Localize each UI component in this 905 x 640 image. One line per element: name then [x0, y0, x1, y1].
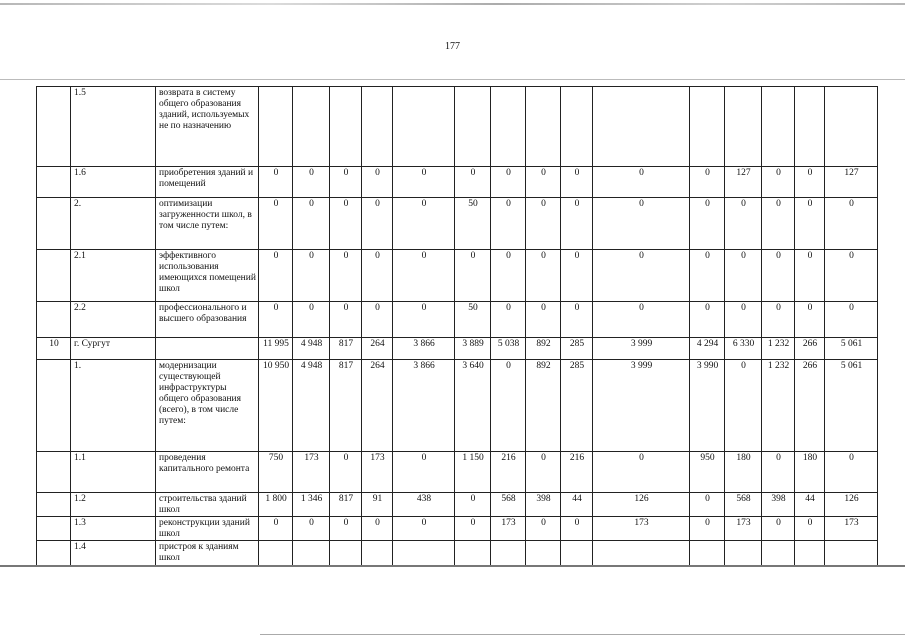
value-cell: 0: [795, 250, 825, 302]
value-cell: 892: [526, 360, 561, 452]
row-number-cell: [37, 541, 71, 567]
value-cell: 0: [825, 198, 878, 250]
description-cell: проведения капитального ремонта: [156, 452, 259, 493]
value-cell: 438: [393, 493, 455, 517]
row-number-cell: [37, 517, 71, 541]
value-cell: 0: [825, 302, 878, 338]
item-index-cell: 1.6: [71, 167, 156, 198]
value-cell: [259, 87, 293, 167]
value-cell: 0: [561, 250, 593, 302]
table-row: [37, 302, 878, 338]
value-cell: 0: [762, 250, 795, 302]
description-cell: эффективного использования имеющихся помещений школ: [156, 250, 259, 302]
value-cell: 0: [330, 302, 362, 338]
item-index-cell: 2.2: [71, 302, 156, 338]
row-number-cell: [37, 360, 71, 452]
description-cell: возврата в систему общего образования зданий, используемых не по назначению: [156, 87, 259, 167]
value-cell: 0: [526, 517, 561, 541]
value-cell: 1 346: [293, 493, 330, 517]
value-cell: 950: [690, 452, 725, 493]
value-cell: 0: [762, 167, 795, 198]
value-cell: 1 150: [455, 452, 491, 493]
value-cell: [362, 87, 393, 167]
description-cell: реконструкции зданий школ: [156, 517, 259, 541]
value-cell: 0: [725, 360, 762, 452]
value-cell: 5 038: [491, 338, 526, 360]
value-cell: 5 061: [825, 360, 878, 452]
value-cell: 0: [762, 302, 795, 338]
value-cell: 0: [393, 517, 455, 541]
value-cell: 0: [690, 198, 725, 250]
value-cell: [795, 87, 825, 167]
value-cell: 0: [362, 167, 393, 198]
value-cell: 0: [293, 198, 330, 250]
value-cell: 0: [362, 302, 393, 338]
value-cell: 0: [393, 198, 455, 250]
data-table: [36, 86, 878, 567]
description-cell: приобретения зданий и помещений: [156, 167, 259, 198]
value-cell: [393, 541, 455, 567]
value-cell: 0: [491, 360, 526, 452]
item-index-cell: 1.1: [71, 452, 156, 493]
value-cell: 0: [362, 517, 393, 541]
value-cell: 0: [455, 493, 491, 517]
description-cell: профессионального и высшего образования: [156, 302, 259, 338]
description-cell: [156, 338, 259, 360]
value-cell: 50: [455, 302, 491, 338]
value-cell: [725, 87, 762, 167]
value-cell: [526, 87, 561, 167]
value-cell: [593, 541, 690, 567]
table-row: [37, 338, 878, 360]
value-cell: [593, 87, 690, 167]
value-cell: 0: [330, 198, 362, 250]
value-cell: 1 232: [762, 338, 795, 360]
value-cell: [725, 541, 762, 567]
item-index-cell: 2.: [71, 198, 156, 250]
value-cell: 11 995: [259, 338, 293, 360]
value-cell: 0: [526, 198, 561, 250]
table-row: [37, 360, 878, 452]
scan-edge-top: [0, 3, 905, 5]
value-cell: [561, 87, 593, 167]
value-cell: 0: [795, 198, 825, 250]
description-cell: строительства зданий школ: [156, 493, 259, 517]
value-cell: 0: [795, 302, 825, 338]
value-cell: 0: [762, 517, 795, 541]
value-cell: 0: [491, 198, 526, 250]
table-body: [37, 87, 878, 567]
table-row: [37, 167, 878, 198]
value-cell: [293, 87, 330, 167]
item-index-cell: 1.2: [71, 493, 156, 517]
value-cell: 266: [795, 338, 825, 360]
value-cell: 180: [725, 452, 762, 493]
value-cell: 173: [593, 517, 690, 541]
value-cell: 0: [825, 452, 878, 493]
value-cell: 0: [259, 250, 293, 302]
value-cell: 0: [293, 250, 330, 302]
value-cell: [330, 541, 362, 567]
value-cell: 0: [795, 167, 825, 198]
value-cell: 0: [330, 167, 362, 198]
value-cell: [825, 87, 878, 167]
value-cell: 5 061: [825, 338, 878, 360]
value-cell: 568: [491, 493, 526, 517]
value-cell: 0: [330, 452, 362, 493]
value-cell: 0: [362, 250, 393, 302]
value-cell: 173: [491, 517, 526, 541]
value-cell: 0: [561, 302, 593, 338]
value-cell: 44: [795, 493, 825, 517]
value-cell: 0: [690, 250, 725, 302]
value-cell: 0: [762, 452, 795, 493]
value-cell: [561, 541, 593, 567]
description-cell: оптимизации загруженности школ, в том числе путем:: [156, 198, 259, 250]
value-cell: 3 866: [393, 338, 455, 360]
value-cell: 126: [825, 493, 878, 517]
value-cell: 0: [259, 302, 293, 338]
value-cell: 0: [293, 517, 330, 541]
row-number-cell: [37, 87, 71, 167]
item-index-cell: 1.: [71, 360, 156, 452]
row-number-cell: [37, 167, 71, 198]
item-index-cell: 2.1: [71, 250, 156, 302]
value-cell: [362, 541, 393, 567]
row-number-cell: [37, 493, 71, 517]
value-cell: 0: [393, 452, 455, 493]
value-cell: 0: [725, 198, 762, 250]
value-cell: 50: [455, 198, 491, 250]
item-index-cell: 1.4: [71, 541, 156, 567]
value-cell: 3 889: [455, 338, 491, 360]
value-cell: [259, 541, 293, 567]
value-cell: 0: [561, 517, 593, 541]
value-cell: 0: [259, 517, 293, 541]
value-cell: 127: [725, 167, 762, 198]
value-cell: 0: [725, 250, 762, 302]
table-row: [37, 250, 878, 302]
value-cell: 0: [393, 250, 455, 302]
value-cell: 0: [593, 250, 690, 302]
value-cell: 3 990: [690, 360, 725, 452]
value-cell: 0: [690, 167, 725, 198]
value-cell: 264: [362, 360, 393, 452]
value-cell: 0: [455, 167, 491, 198]
value-cell: 1 232: [762, 360, 795, 452]
value-cell: 91: [362, 493, 393, 517]
value-cell: 285: [561, 360, 593, 452]
value-cell: 0: [561, 167, 593, 198]
table-row: [37, 452, 878, 493]
value-cell: 173: [725, 517, 762, 541]
table-row: [37, 198, 878, 250]
value-cell: 3 999: [593, 338, 690, 360]
value-cell: [455, 541, 491, 567]
value-cell: 0: [393, 167, 455, 198]
value-cell: [526, 541, 561, 567]
value-cell: 892: [526, 338, 561, 360]
value-cell: 3 640: [455, 360, 491, 452]
value-cell: 0: [259, 198, 293, 250]
value-cell: [690, 541, 725, 567]
row-number-cell: [37, 302, 71, 338]
value-cell: 0: [293, 167, 330, 198]
row-number-cell: [37, 250, 71, 302]
value-cell: [293, 541, 330, 567]
value-cell: 44: [561, 493, 593, 517]
value-cell: 3 866: [393, 360, 455, 452]
value-cell: [491, 541, 526, 567]
value-cell: [762, 541, 795, 567]
value-cell: 173: [825, 517, 878, 541]
value-cell: 0: [561, 198, 593, 250]
item-index-cell: 1.5: [71, 87, 156, 167]
value-cell: 0: [491, 302, 526, 338]
value-cell: 398: [762, 493, 795, 517]
value-cell: 0: [526, 452, 561, 493]
value-cell: 266: [795, 360, 825, 452]
value-cell: 4 294: [690, 338, 725, 360]
value-cell: 0: [455, 250, 491, 302]
row-number-cell: 10: [37, 338, 71, 360]
description-cell: пристроя к зданиям школ: [156, 541, 259, 567]
value-cell: 0: [795, 517, 825, 541]
value-cell: [690, 87, 725, 167]
value-cell: 1 800: [259, 493, 293, 517]
value-cell: 0: [593, 167, 690, 198]
value-cell: 0: [526, 302, 561, 338]
value-cell: 0: [455, 517, 491, 541]
table-row: [37, 517, 878, 541]
value-cell: [330, 87, 362, 167]
value-cell: 568: [725, 493, 762, 517]
description-cell: модернизации существующей инфраструктуры общего образования (всего), в том числе путем:: [156, 360, 259, 452]
value-cell: [393, 87, 455, 167]
value-cell: [795, 541, 825, 567]
value-cell: 0: [491, 250, 526, 302]
value-cell: 0: [593, 302, 690, 338]
value-cell: 0: [762, 198, 795, 250]
row-number-cell: [37, 198, 71, 250]
value-cell: 0: [362, 198, 393, 250]
value-cell: [825, 541, 878, 567]
value-cell: 4 948: [293, 338, 330, 360]
value-cell: 127: [825, 167, 878, 198]
value-cell: 817: [330, 360, 362, 452]
value-cell: 126: [593, 493, 690, 517]
value-cell: 0: [293, 302, 330, 338]
scan-fold-line: [0, 79, 905, 80]
value-cell: 3 999: [593, 360, 690, 452]
value-cell: 173: [362, 452, 393, 493]
value-cell: 10 950: [259, 360, 293, 452]
value-cell: 0: [825, 250, 878, 302]
page-number: 177: [445, 41, 460, 52]
value-cell: [491, 87, 526, 167]
value-cell: 216: [491, 452, 526, 493]
value-cell: 0: [259, 167, 293, 198]
scan-edge-bottom-2: [260, 634, 905, 635]
value-cell: 285: [561, 338, 593, 360]
value-cell: [455, 87, 491, 167]
value-cell: 817: [330, 493, 362, 517]
value-cell: 750: [259, 452, 293, 493]
value-cell: 398: [526, 493, 561, 517]
value-cell: 0: [690, 302, 725, 338]
value-cell: [762, 87, 795, 167]
value-cell: 0: [690, 493, 725, 517]
value-cell: 817: [330, 338, 362, 360]
table-row: [37, 541, 878, 567]
table-row: [37, 87, 878, 167]
value-cell: 0: [491, 167, 526, 198]
value-cell: 0: [330, 517, 362, 541]
value-cell: 0: [393, 302, 455, 338]
value-cell: 0: [526, 167, 561, 198]
value-cell: 216: [561, 452, 593, 493]
value-cell: 0: [593, 452, 690, 493]
item-index-cell: 1.3: [71, 517, 156, 541]
value-cell: 0: [725, 302, 762, 338]
value-cell: 0: [593, 198, 690, 250]
value-cell: 173: [293, 452, 330, 493]
scan-edge-bottom: [0, 565, 905, 567]
value-cell: 0: [526, 250, 561, 302]
item-index-cell: г. Сургут: [71, 338, 156, 360]
value-cell: 4 948: [293, 360, 330, 452]
value-cell: 264: [362, 338, 393, 360]
table-row: [37, 493, 878, 517]
value-cell: 6 330: [725, 338, 762, 360]
value-cell: 0: [330, 250, 362, 302]
value-cell: 180: [795, 452, 825, 493]
value-cell: 0: [690, 517, 725, 541]
row-number-cell: [37, 452, 71, 493]
